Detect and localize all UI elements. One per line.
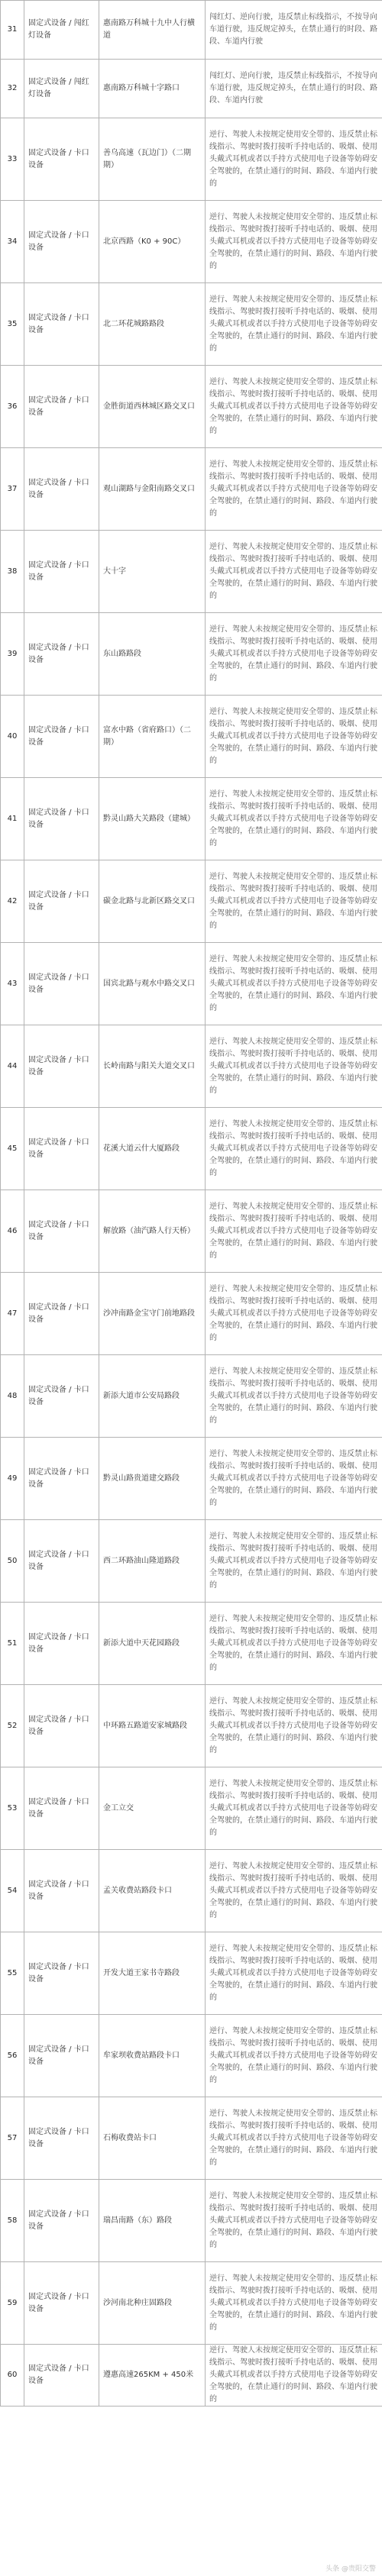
location: 长岭南路与阳关大道交叉口 xyxy=(99,1025,206,1108)
device-type: 固定式设备 / 卡口设备 xyxy=(24,2262,99,2345)
violation-behavior: 逆行、驾驶人未按规定使用安全带的、违反禁止标线指示、驾驶时拨打接听手持电话的、吸烟、使用头戴式耳机或者以手持方式使用电子设备等妨碍安全驾驶的，在禁止通行的时间、路段、车道内行驶的 xyxy=(206,1025,382,1108)
device-type: 固定式设备 / 卡口设备 xyxy=(24,1767,99,1850)
row-number: 48 xyxy=(1,1355,24,1438)
row-number: 42 xyxy=(1,860,24,943)
location: 孟关收费站路段卡口 xyxy=(99,1850,206,1932)
device-type: 固定式设备 / 卡口设备 xyxy=(24,1108,99,1190)
location: 大十字 xyxy=(99,531,206,613)
violation-behavior: 逆行、驾驶人未按规定使用安全带的、违反禁止标线指示、驾驶时拨打接听手持电话的、吸烟、使用头戴式耳机或者以手持方式使用电子设备等妨碍安全驾驶的，在禁止通行的时间、路段、车道内行驶的 xyxy=(206,1603,382,1685)
location: 解放路（油汽路人行天桥） xyxy=(99,1190,206,1273)
violation-behavior: 逆行、驾驶人未按规定使用安全带的、违反禁止标线指示、驾驶时拨打接听手持电话的、吸烟、使用头戴式耳机或者以手持方式使用电子设备等妨碍安全驾驶的，在禁止通行的时间、路段、车道内行驶的 xyxy=(206,696,382,778)
violation-behavior: 闯红灯、逆向行驶，违反禁止标线指示，不按导向车道行驶，违反规定掉头，在禁止通行的时段、路段、车道内行驶 xyxy=(206,1,382,60)
device-type: 固定式设备 / 卡口设备 xyxy=(24,283,99,366)
location: 北二环花城路路段 xyxy=(99,283,206,366)
location: 中环路五路道安家城路段 xyxy=(99,1685,206,1767)
row-number: 37 xyxy=(1,448,24,531)
violation-behavior: 逆行、驾驶人未按规定使用安全带的、违反禁止标线指示、驾驶时拨打接听手持电话的、吸烟、使用头戴式耳机或者以手持方式使用电子设备等妨碍安全驾驶的，在禁止通行的时间、路段、车道内行驶的 xyxy=(206,366,382,448)
location: 开发大道王家书寺路段 xyxy=(99,1932,206,2015)
table-row xyxy=(1,778,382,860)
device-type: 固定式设备 / 卡口设备 xyxy=(24,1850,99,1932)
table-row xyxy=(1,2262,382,2345)
device-type: 固定式设备 / 卡口设备 xyxy=(24,2180,99,2262)
location: 新添大道中天花园路段 xyxy=(99,1603,206,1685)
device-type: 固定式设备 / 闯红灯设备 xyxy=(24,60,99,118)
table-row xyxy=(1,1025,382,1108)
device-type: 固定式设备 / 卡口设备 xyxy=(24,201,99,283)
table-row xyxy=(1,448,382,531)
row-number: 56 xyxy=(1,2015,24,2097)
device-type: 固定式设备 / 卡口设备 xyxy=(24,2097,99,2180)
violation-behavior: 逆行、驾驶人未按规定使用安全带的、违反禁止标线指示、驾驶时拨打接听手持电话的、吸烟、使用头戴式耳机或者以手持方式使用电子设备等妨碍安全驾驶的，在禁止通行的时间、路段、车道内行驶的 xyxy=(206,943,382,1025)
location: 善乌高速（瓦边门）（二期期） xyxy=(99,118,206,201)
location: 石梅收费站卡口 xyxy=(99,2097,206,2180)
violation-behavior: 逆行、驾驶人未按规定使用安全带的、违反禁止标线指示、驾驶时拨打接听手持电话的、吸烟、使用头戴式耳机或者以手持方式使用电子设备等妨碍安全驾驶的，在禁止通行的时间、路段、车道内行驶的 xyxy=(206,1767,382,1850)
device-type: 固定式设备 / 卡口设备 xyxy=(24,448,99,531)
device-type: 固定式设备 / 卡口设备 xyxy=(24,1685,99,1767)
violation-behavior: 闯红灯、逆向行驶，违反禁止标线指示，不按导向车道行驶，违反规定掉头，在禁止通行的时段、路段、车道内行驶 xyxy=(206,60,382,118)
row-number: 60 xyxy=(1,2345,24,2407)
row-number: 55 xyxy=(1,1932,24,2015)
table-body xyxy=(1,1,382,2407)
violation-behavior: 逆行、驾驶人未按规定使用安全带的、违反禁止标线指示、驾驶时拨打接听手持电话的、吸烟、使用头戴式耳机或者以手持方式使用电子设备等妨碍安全驾驶的，在禁止通行的时间、路段、车道内行驶的 xyxy=(206,1273,382,1355)
table-row xyxy=(1,1850,382,1932)
location: 沙冲南路金宝守门前地路段 xyxy=(99,1273,206,1355)
violation-behavior: 逆行、驾驶人未按规定使用安全带的、违反禁止标线指示、驾驶时拨打接听手持电话的、吸烟、使用头戴式耳机或者以手持方式使用电子设备等妨碍安全驾驶的，在禁止通行的时间、路段、车道内行驶的 xyxy=(206,1932,382,2015)
table-row xyxy=(1,1108,382,1190)
device-type: 固定式设备 / 卡口设备 xyxy=(24,531,99,613)
row-number: 59 xyxy=(1,2262,24,2345)
table-row xyxy=(1,118,382,201)
violation-behavior: 逆行、驾驶人未按规定使用安全带的、违反禁止标线指示、驾驶时拨打接听手持电话的、吸烟、使用头戴式耳机或者以手持方式使用电子设备等妨碍安全驾驶的，在禁止通行的时间、路段、车道内行驶的 xyxy=(206,1438,382,1520)
watermark: 头条 @贵阳交警 xyxy=(325,2565,376,2573)
table-row xyxy=(1,201,382,283)
violation-behavior: 逆行、驾驶人未按规定使用安全带的、违反禁止标线指示、驾驶时拨打接听手持电话的、吸烟、使用头戴式耳机或者以手持方式使用电子设备等妨碍安全驾驶的，在禁止通行的时间、路段、车道内行驶的 xyxy=(206,1108,382,1190)
violation-behavior: 逆行、驾驶人未按规定使用安全带的、违反禁止标线指示、驾驶时拨打接听手持电话的、吸烟、使用头戴式耳机或者以手持方式使用电子设备等妨碍安全驾驶的，在禁止通行的时间、路段、车道内行驶的 xyxy=(206,531,382,613)
row-number: 53 xyxy=(1,1767,24,1850)
violation-behavior: 逆行、驾驶人未按规定使用安全带的、违反禁止标线指示、驾驶时拨打接听手持电话的、吸烟、使用头戴式耳机或者以手持方式使用电子设备等妨碍安全驾驶的，在禁止通行的时间、路段、车道内行驶的 xyxy=(206,1685,382,1767)
device-type: 固定式设备 / 卡口设备 xyxy=(24,860,99,943)
device-type: 固定式设备 / 卡口设备 xyxy=(24,778,99,860)
table-row xyxy=(1,2097,382,2180)
table-row xyxy=(1,60,382,118)
location: 金胜街道西林城区路交叉口 xyxy=(99,366,206,448)
violation-behavior: 逆行、驾驶人未按规定使用安全带的、违反禁止标线指示、驾驶时拨打接听手持电话的、吸烟、使用头戴式耳机或者以手持方式使用电子设备等妨碍安全驾驶的，在禁止通行的时间、路段、车道内行驶的 xyxy=(206,2262,382,2345)
violation-behavior: 逆行、驾驶人未按规定使用安全带的、违反禁止标线指示、驾驶时拨打接听手持电话的、吸烟、使用头戴式耳机或者以手持方式使用电子设备等妨碍安全驾驶的，在禁止通行的时间、路段、车道内行驶的 xyxy=(206,448,382,531)
violation-behavior: 逆行、驾驶人未按规定使用安全带的、违反禁止标线指示、驾驶时拨打接听手持电话的、吸烟、使用头戴式耳机或者以手持方式使用电子设备等妨碍安全驾驶的，在禁止通行的时间、路段、车道内行驶的 xyxy=(206,2097,382,2180)
device-type: 固定式设备 / 卡口设备 xyxy=(24,1355,99,1438)
location: 东山路路段 xyxy=(99,613,206,696)
location: 富水中路（省府路口）（二期） xyxy=(99,696,206,778)
device-type: 固定式设备 / 卡口设备 xyxy=(24,696,99,778)
row-number: 46 xyxy=(1,1190,24,1273)
row-number: 52 xyxy=(1,1685,24,1767)
location: 遵惠高速265KM + 450米 xyxy=(99,2345,206,2407)
table-row xyxy=(1,2180,382,2262)
location: 沙河南北种庄固路段 xyxy=(99,2262,206,2345)
device-type: 固定式设备 / 卡口设备 xyxy=(24,943,99,1025)
table-row xyxy=(1,531,382,613)
table-row xyxy=(1,943,382,1025)
location: 瑞昌南路（东）路段 xyxy=(99,2180,206,2262)
location: 西二环路油山隆道路段 xyxy=(99,1520,206,1603)
device-type: 固定式设备 / 卡口设备 xyxy=(24,1438,99,1520)
table-row xyxy=(1,1,382,60)
violation-behavior: 逆行、驾驶人未按规定使用安全带的、违反禁止标线指示、驾驶时拨打接听手持电话的、吸烟、使用头戴式耳机或者以手持方式使用电子设备等妨碍安全驾驶的，在禁止通行的时间、路段、车道内行驶的 xyxy=(206,1520,382,1603)
location: 新添大道市公安局路段 xyxy=(99,1355,206,1438)
location: 花溪大道云什大厦路段 xyxy=(99,1108,206,1190)
row-number: 39 xyxy=(1,613,24,696)
row-number: 34 xyxy=(1,201,24,283)
violation-behavior: 逆行、驾驶人未按规定使用安全带的、违反禁止标线指示、驾驶时拨打接听手持电话的、吸烟、使用头戴式耳机或者以手持方式使用电子设备等妨碍安全驾驶的，在禁止通行的时间、路段、车道内行驶的 xyxy=(206,283,382,366)
device-type: 固定式设备 / 卡口设备 xyxy=(24,2345,99,2407)
row-number: 57 xyxy=(1,2097,24,2180)
table-row xyxy=(1,1685,382,1767)
device-type: 固定式设备 / 卡口设备 xyxy=(24,2015,99,2097)
table-row xyxy=(1,1767,382,1850)
table-row xyxy=(1,696,382,778)
location: 惠南路万科城十九中人行横道 xyxy=(99,1,206,60)
device-type: 固定式设备 / 卡口设备 xyxy=(24,366,99,448)
device-type: 固定式设备 / 卡口设备 xyxy=(24,1603,99,1685)
table-row xyxy=(1,1438,382,1520)
violation-behavior: 逆行、驾驶人未按规定使用安全带的、违反禁止标线指示、驾驶时拨打接听手持电话的、吸烟、使用头戴式耳机或者以手持方式使用电子设备等妨碍安全驾驶的，在禁止通行的时间、路段、车道内行驶的 xyxy=(206,1190,382,1273)
row-number: 45 xyxy=(1,1108,24,1190)
row-number: 58 xyxy=(1,2180,24,2262)
device-type: 固定式设备 / 卡口设备 xyxy=(24,1932,99,2015)
location: 牟家坝收费站路段卡口 xyxy=(99,2015,206,2097)
violation-behavior: 逆行、驾驶人未按规定使用安全带的、违反禁止标线指示、驾驶时拨打接听手持电话的、吸烟、使用头戴式耳机或者以手持方式使用电子设备等妨碍安全驾驶的，在禁止通行的时间、路段、车道内行驶的 xyxy=(206,778,382,860)
table-row xyxy=(1,860,382,943)
row-number: 40 xyxy=(1,696,24,778)
table-row xyxy=(1,1190,382,1273)
violation-behavior: 逆行、驾驶人未按规定使用安全带的、违反禁止标线指示、驾驶时拨打接听手持电话的、吸烟、使用头戴式耳机或者以手持方式使用电子设备等妨碍安全驾驶的，在禁止通行的时间、路段、车道内行驶的 xyxy=(206,118,382,201)
violation-behavior: 逆行、驾驶人未按规定使用安全带的、违反禁止标线指示、驾驶时拨打接听手持电话的、吸烟、使用头戴式耳机或者以手持方式使用电子设备等妨碍安全驾驶的，在禁止通行的时间、路段、车道内行驶的 xyxy=(206,860,382,943)
row-number: 51 xyxy=(1,1603,24,1685)
device-type: 固定式设备 / 卡口设备 xyxy=(24,1190,99,1273)
location: 北京西路（K0 + 90C） xyxy=(99,201,206,283)
row-number: 54 xyxy=(1,1850,24,1932)
row-number: 43 xyxy=(1,943,24,1025)
device-type: 固定式设备 / 闯红灯设备 xyxy=(24,1,99,60)
location: 国宾北路与观水中路交叉口 xyxy=(99,943,206,1025)
violation-behavior: 逆行、驾驶人未按规定使用安全带的、违反禁止标线指示、驾驶时拨打接听手持电话的、吸烟、使用头戴式耳机或者以手持方式使用电子设备等妨碍安全驾驶的，在禁止通行的时间、路段、车道内行驶的 xyxy=(206,1850,382,1932)
location: 观山湖路与金阳南路交叉口 xyxy=(99,448,206,531)
row-number: 36 xyxy=(1,366,24,448)
row-number: 35 xyxy=(1,283,24,366)
table-row xyxy=(1,1932,382,2015)
device-type: 固定式设备 / 卡口设备 xyxy=(24,1520,99,1603)
table-row xyxy=(1,1603,382,1685)
location: 金工立交 xyxy=(99,1767,206,1850)
location: 黔灵山路贵道建交路段 xyxy=(99,1438,206,1520)
row-number: 38 xyxy=(1,531,24,613)
device-type: 固定式设备 / 卡口设备 xyxy=(24,1025,99,1108)
row-number: 44 xyxy=(1,1025,24,1108)
violation-behavior: 逆行、驾驶人未按规定使用安全带的、违反禁止标线指示、驾驶时拨打接听手持电话的、吸烟、使用头戴式耳机或者以手持方式使用电子设备等妨碍安全驾驶的，在禁止通行的时间、路段、车道内行驶的 xyxy=(206,201,382,283)
violation-behavior: 逆行、驾驶人未按规定使用安全带的、违反禁止标线指示、驾驶时拨打接听手持电话的、吸烟、使用头戴式耳机或者以手持方式使用电子设备等妨碍安全驾驶的，在禁止通行的时间、路段、车道内行驶的 xyxy=(206,2180,382,2262)
row-number: 31 xyxy=(1,1,24,60)
violation-behavior: 逆行、驾驶人未按规定使用安全带的、违反禁止标线指示、驾驶时拨打接听手持电话的、吸烟、使用头戴式耳机或者以手持方式使用电子设备等妨碍安全驾驶的，在禁止通行的时间、路段、车道内行驶的 xyxy=(206,613,382,696)
device-type: 固定式设备 / 卡口设备 xyxy=(24,1273,99,1355)
violation-behavior: 逆行、驾驶人未按规定使用安全带的、违反禁止标线指示、驾驶时拨打接听手持电话的、吸烟、使用头戴式耳机或者以手持方式使用电子设备等妨碍安全驾驶的，在禁止通行的时间、路段、车道内行驶的 xyxy=(206,2345,382,2407)
row-number: 50 xyxy=(1,1520,24,1603)
table-row xyxy=(1,613,382,696)
violation-behavior: 逆行、驾驶人未按规定使用安全带的、违反禁止标线指示、驾驶时拨打接听手持电话的、吸烟、使用头戴式耳机或者以手持方式使用电子设备等妨碍安全驾驶的，在禁止通行的时间、路段、车道内行驶的 xyxy=(206,2015,382,2097)
location: 惠南路万科城十字路口 xyxy=(99,60,206,118)
table-row xyxy=(1,1520,382,1603)
row-number: 33 xyxy=(1,118,24,201)
location: 黔灵山路大关路段（建城） xyxy=(99,778,206,860)
device-type: 固定式设备 / 卡口设备 xyxy=(24,118,99,201)
table-row xyxy=(1,366,382,448)
row-number: 41 xyxy=(1,778,24,860)
table-row xyxy=(1,283,382,366)
row-number: 49 xyxy=(1,1438,24,1520)
table-row xyxy=(1,2345,382,2407)
device-type: 固定式设备 / 卡口设备 xyxy=(24,613,99,696)
table-row xyxy=(1,1273,382,1355)
table-row xyxy=(1,2015,382,2097)
violation-behavior: 逆行、驾驶人未按规定使用安全带的、违反禁止标线指示、驾驶时拨打接听手持电话的、吸烟、使用头戴式耳机或者以手持方式使用电子设备等妨碍安全驾驶的，在禁止通行的时间、路段、车道内行驶的 xyxy=(206,1355,382,1438)
row-number: 47 xyxy=(1,1273,24,1355)
table-row xyxy=(1,1355,382,1438)
row-number: 32 xyxy=(1,60,24,118)
location: 碳金北路与北新区路交叉口 xyxy=(99,860,206,943)
